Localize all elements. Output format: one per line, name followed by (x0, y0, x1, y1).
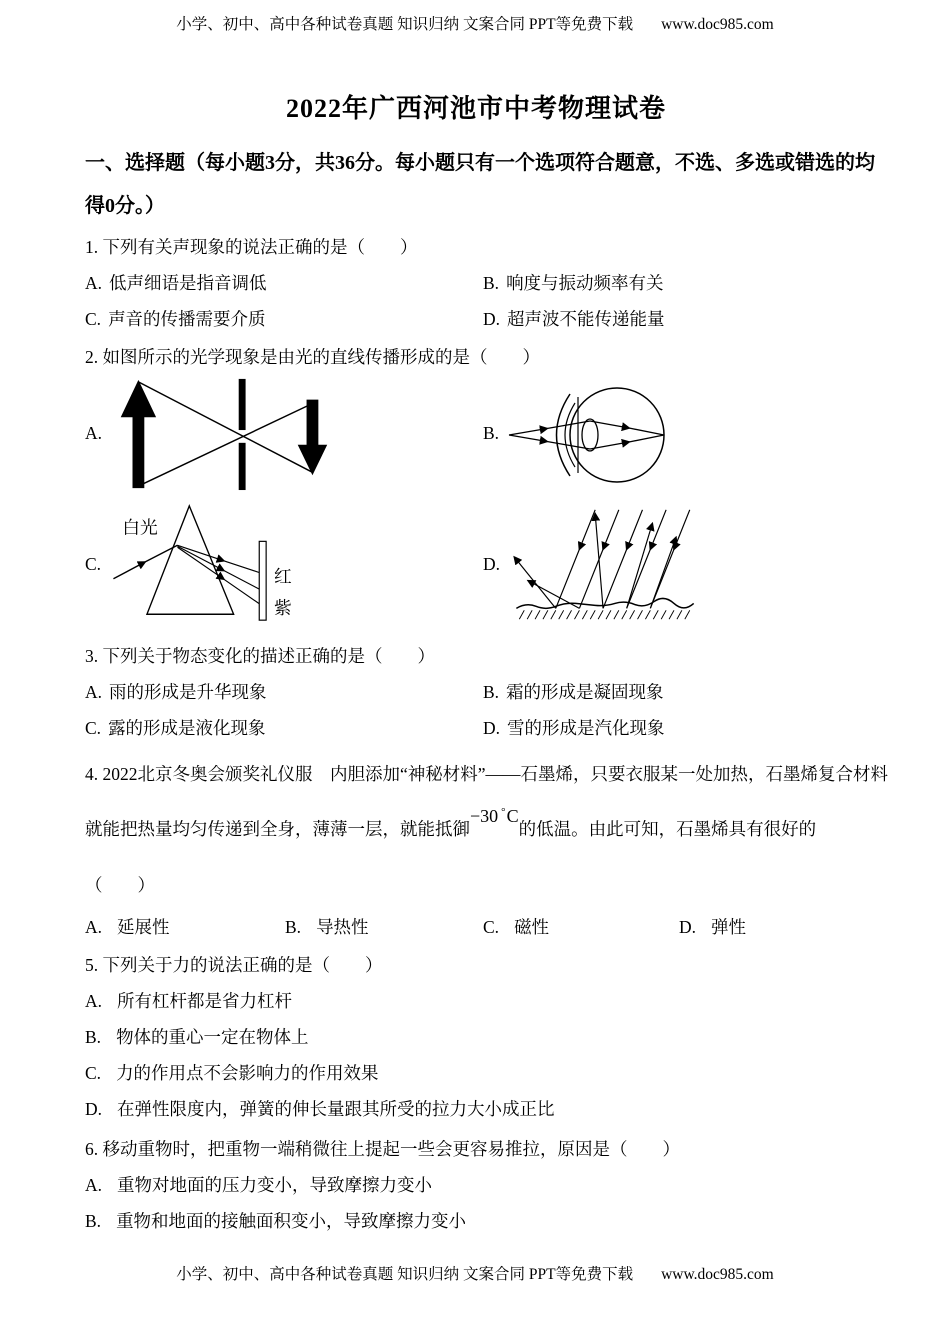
question-5-options (85, 988, 867, 1122)
diffuse-reflection-figure (507, 498, 707, 631)
q6-option-a (85, 1172, 867, 1198)
temp-value: −30 (470, 806, 499, 826)
q4-answer-blank: （ ） (85, 875, 155, 895)
footer-promo-text: 小学、初中、高中各种试卷真题 知识归纳 文案合同 PPT等免费下载 (176, 1266, 634, 1283)
option-label: A. (85, 1175, 103, 1195)
option-text: 雨的形成是升华现象 (109, 682, 267, 702)
option-text: 延展性 (117, 917, 170, 937)
option-text: 超声波不能传递能量 (507, 309, 665, 329)
option-label: A. (85, 917, 103, 937)
q6-option-b (85, 1208, 867, 1234)
option-text: 雪的形成是汽化现象 (507, 718, 665, 738)
option-text: 重物对地面的压力变小，导致摩擦力变小 (117, 1175, 433, 1195)
q1-option-c (85, 306, 483, 332)
q1-option-a (85, 270, 483, 296)
red-light-label: 红 (274, 566, 292, 587)
temperature-formula (470, 806, 519, 826)
question-5-text: 5. 下列关于力的说法正确的是（ ） (85, 955, 383, 975)
q2-figure-c-cell (85, 498, 483, 631)
temp-unit: C (506, 806, 519, 826)
question-4-options (85, 914, 867, 940)
option-label: C. (483, 917, 500, 937)
question-3-text: 3. 下列关于物态变化的描述正确的是（ ） (85, 646, 435, 666)
q2-figure-b-label: B. (483, 422, 500, 443)
option-label: D. (483, 309, 501, 329)
q1-option-b (483, 270, 867, 296)
option-label: B. (483, 273, 500, 293)
option-text: 导热性 (316, 917, 369, 937)
header-promo-text: 小学、初中、高中各种试卷真题 知识归纳 文案合同 PPT等免费下载 (176, 16, 634, 33)
question-2-figures-row-1 (85, 374, 867, 492)
q4-option-c (483, 914, 679, 940)
option-label: D. (483, 718, 501, 738)
option-label: B. (285, 917, 302, 937)
option-label: B. (85, 1211, 102, 1231)
q3-option-d (483, 715, 867, 741)
page-header (0, 12, 950, 34)
q3-option-b (483, 679, 867, 705)
q3-option-c (85, 715, 483, 741)
question-6-options (85, 1172, 867, 1234)
eye-light-refraction-figure (507, 377, 722, 489)
option-text: 低声细语是指音调低 (109, 273, 267, 293)
option-text: 弹性 (711, 917, 747, 937)
option-text: 物体的重心一定在物体上 (116, 1027, 309, 1047)
option-text: 响度与振动频率有关 (506, 273, 664, 293)
question-2-figures-row-2 (85, 498, 867, 631)
option-label: C. (85, 1063, 102, 1083)
footer-site-url: www.doc985.com (661, 1266, 774, 1283)
q4-text-before: 4. 2022北京冬奥会颁奖礼仪服 内胆添加“神秘材料”——石墨烯，只要衣服某一处加热，石墨烯复合材料就能把热量均匀传递到全身，薄薄一层，就能抵御 (85, 764, 889, 839)
q4-option-a (85, 914, 285, 940)
q1-option-d (483, 306, 867, 332)
option-label: D. (85, 1099, 103, 1119)
q2-figure-a-label: A. (85, 422, 103, 443)
q3-option-a (85, 679, 483, 705)
option-label: C. (85, 309, 102, 329)
q5-option-b (85, 1024, 867, 1050)
q5-option-a (85, 988, 867, 1014)
option-label: B. (85, 1027, 102, 1047)
question-4-text (85, 755, 893, 848)
page-title: 2022年广西河池市中考物理试卷 (285, 94, 666, 123)
option-label: A. (85, 682, 103, 702)
q2-figure-a-cell (85, 374, 483, 492)
q5-option-c (85, 1060, 867, 1086)
question-1-options (85, 270, 867, 332)
prism-dispersion-figure (109, 498, 309, 631)
q5-option-d (85, 1096, 867, 1122)
option-text: 露的形成是液化现象 (108, 718, 266, 738)
question-6-text: 6. 移动重物时，把重物一端稍微往上提起一些会更容易推拉，原因是（ ） (85, 1139, 680, 1159)
q2-figure-d-cell (483, 498, 707, 631)
q4-option-d (679, 914, 867, 940)
q4-text-after: 的低温。由此可知，石墨烯具有很好的 (518, 819, 817, 839)
header-site-url: www.doc985.com (661, 16, 774, 33)
option-label: A. (85, 273, 103, 293)
exam-content (85, 92, 889, 1234)
option-text: 所有杠杆都是省力杠杆 (117, 991, 293, 1011)
degree-symbol: ° (501, 806, 506, 818)
q2-figure-c-label: C. (85, 554, 102, 574)
section-heading: 一、选择题（每小题3分，共36分。每小题只有一个选项符合题意，不选、多选或错选的均得0分。） (85, 152, 875, 217)
question-1-text: 1. 下列有关声现象的说法正确的是（ ） (85, 237, 418, 257)
option-label: B. (483, 682, 500, 702)
option-text: 重物和地面的接触面积变小，导致摩擦力变小 (116, 1211, 467, 1231)
option-text: 力的作用点不会影响力的作用效果 (116, 1063, 379, 1083)
option-text: 声音的传播需要介质 (108, 309, 266, 329)
option-text: 在弹性限度内，弹簧的伸长量跟其所受的拉力大小成正比 (117, 1099, 555, 1119)
white-light-label: 白光 (122, 517, 158, 538)
q2-figure-d-label: D. (483, 554, 501, 574)
question-3-options (85, 679, 867, 741)
pinhole-imaging-figure (109, 374, 334, 492)
option-text: 磁性 (514, 917, 550, 937)
violet-light-label: 紫 (274, 598, 292, 619)
q2-figure-b-cell (483, 374, 722, 492)
q4-option-b (285, 914, 483, 940)
option-label: D. (679, 917, 697, 937)
option-text: 霜的形成是凝固现象 (506, 682, 664, 702)
option-label: C. (85, 718, 102, 738)
page-footer (0, 1262, 950, 1284)
question-2-text: 2. 如图所示的光学现象是由光的直线传播形成的是（ ） (85, 347, 540, 367)
option-label: A. (85, 991, 103, 1011)
